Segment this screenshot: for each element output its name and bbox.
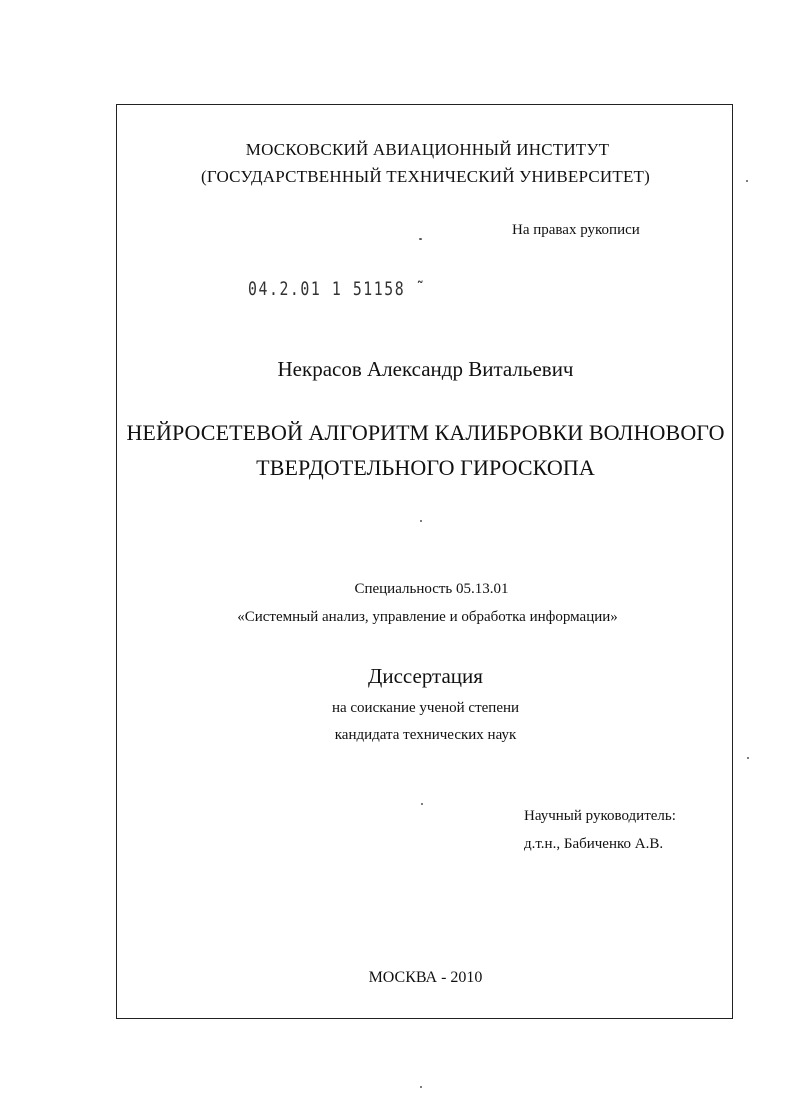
author-name: Некрасов Александр Витальевич [277,357,574,381]
city-year: МОСКВА - 2010 [368,969,483,986]
institution-name: МОСКОВСКИЙ АВИАЦИОННЫЙ ИНСТИТУТ [245,140,610,159]
page-border-frame [116,104,733,1019]
scan-speck [747,757,749,759]
scan-speck [421,803,423,805]
thesis-title-line-1: НЕЙРОСЕТЕВОЙ АЛГОРИТМ КАЛИБРОВКИ ВОЛНОВОГО [126,420,725,445]
thesis-title-line-2: ТВЕРДОТЕЛЬНОГО ГИРОСКОПА [256,455,595,480]
advisor-name: д.т.н., Бабиченко А.В. [524,836,664,852]
rights-note: На правах рукописи [512,222,640,238]
advisor-label: Научный руководитель: [524,808,676,824]
institution-subtitle: (ГОСУДАРСТВЕННЫЙ ТЕХНИЧЕСКИЙ УНИВЕРСИТЕТ) [201,167,650,186]
specialty-code: Специальность 05.13.01 [354,581,509,597]
degree-line-2: кандидата технических наук [334,727,517,743]
scan-speck [420,1086,422,1088]
degree-line-1: на соискание ученой степени [331,700,520,716]
scan-speck [746,180,748,182]
scan-speck [419,238,422,240]
document-type: Диссертация [368,664,483,688]
specialty-name: «Системный анализ, управление и обработка информации» [237,609,618,625]
registration-stamp: 04.2.01 1 51158 ˜ [248,278,427,300]
scan-speck [420,520,422,522]
